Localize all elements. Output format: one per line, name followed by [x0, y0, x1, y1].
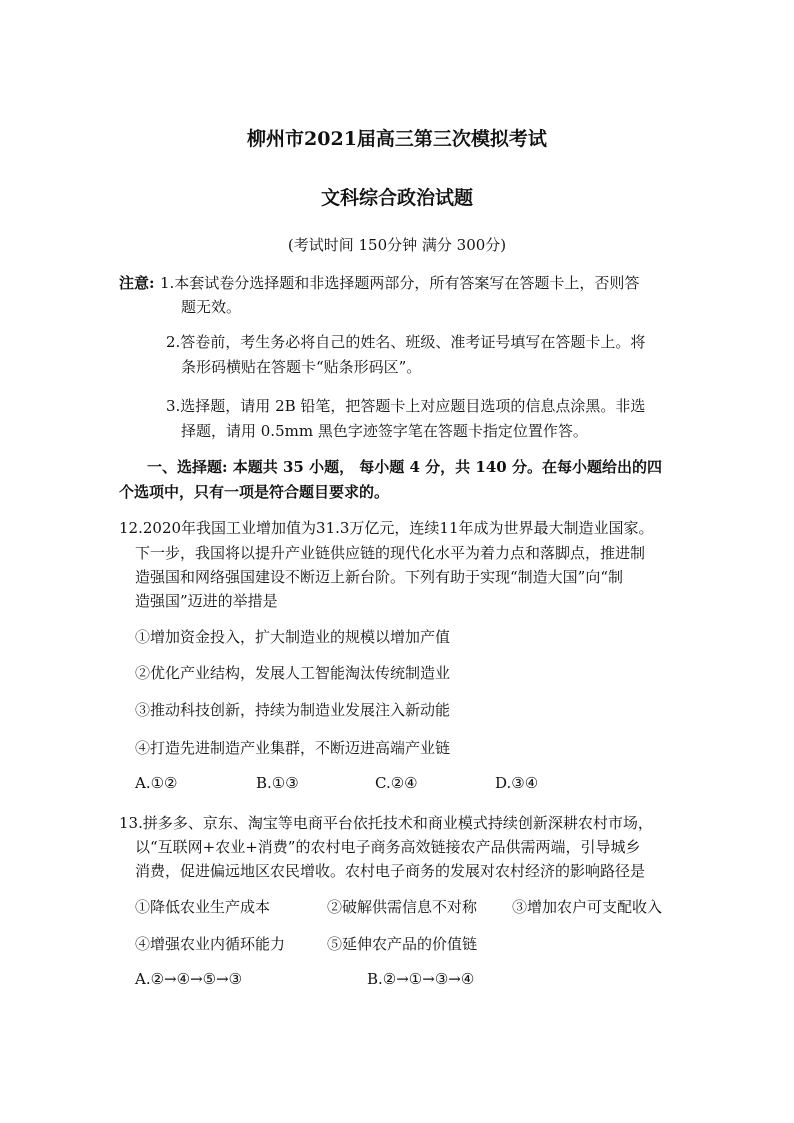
section-header-line-1: 一、选择题: 本题共 35 小题， 每小题 4 分，共 140 分。在每小题给出的四	[147, 458, 662, 476]
question-12-statement: ③推动科技创新，持续为制造业发展注入新动能	[135, 701, 451, 719]
note-item-2-line-1: 2.答卷前，考生务必将自己的姓名、班级、准考证号填写在答题卡上。将	[166, 333, 646, 351]
note-item-1-line-2: 题无效。	[181, 298, 242, 316]
question-12-option-d: D.③④	[495, 774, 539, 792]
note-item-3-line-1: 3.选择题，请用 2B 铅笔，把答题卡上对应题目选项的信息点涂黑。非选	[166, 397, 646, 415]
question-12-statement: ②优化产业结构，发展人工智能淘汰传统制造业	[135, 664, 451, 682]
page-subtitle: 文科综合政治试题	[320, 187, 473, 209]
question-13-statement: ⑤延伸农产品的价值链	[327, 935, 478, 953]
exam-info: (考试时间 150分钟 满分 300分)	[287, 236, 507, 254]
question-12-statement: ①增加资金投入，扩大制造业的规模以增加产值	[135, 628, 451, 646]
question-13-line-2: 以“互联网+农业+消费”的农村电子商务高效链接农产品供需两端，引导城乡	[135, 838, 641, 856]
note-item-3-line-2: 择题，请用 0.5mm 黑色字迹签字笔在答题卡指定位置作答。	[181, 422, 588, 440]
question-12-line-3: 造强国和网络强国建设不断迈上新台阶。下列有助于实现“制造大国”向“制	[135, 568, 624, 586]
section-header-line-2: 个选项中，只有一项是符合题目要求的。	[119, 483, 390, 501]
notes-label: 注意:	[119, 274, 155, 292]
question-13-option-b: B.②→①→③→④	[367, 970, 475, 988]
question-12-option-a: A.①②	[135, 774, 178, 792]
question-13-statement: ①降低农业生产成本	[135, 898, 271, 916]
question-12-line-1: 12.2020年我国工业增加值为31.3万亿元，连续11年成为世界最大制造业国家。	[119, 519, 654, 537]
question-12-line-4: 造强国”迈进的举措是	[135, 592, 278, 610]
question-12-option-b: B.①③	[256, 774, 299, 792]
question-12-option-c: C.②④	[375, 774, 418, 792]
question-13-statement: ④增强农业内循环能力	[135, 935, 286, 953]
note-item-2-line-2: 条形码横贴在答题卡“贴条形码区”。	[181, 358, 422, 376]
question-13-statement: ②破解供需信息不对称	[327, 898, 478, 916]
question-13-option-a: A.②→④→⑤→③	[135, 970, 243, 988]
question-12-statement: ④打造先进制造产业集群，不断迈进高端产业链	[135, 739, 451, 757]
page-title: 柳州市2021届高三第三次模拟考试	[247, 128, 547, 150]
question-13-line-3: 消费，促进偏远地区农民增收。农村电子商务的发展对农村经济的影响路径是	[135, 862, 646, 880]
question-12-line-2: 下一步，我国将以提升产业链供应链的现代化水平为着力点和落脚点，推进制	[135, 544, 646, 562]
question-13-line-1: 13.拼多多、京东、淘宝等电商平台依托技术和商业模式持续创新深耕农村市场，	[119, 814, 653, 832]
note-item-1-line-1: 1.本套试卷分选择题和非选择题两部分，所有答案写在答题卡上，否则答	[160, 274, 640, 292]
question-13-statement: ③增加农户可支配收入	[512, 898, 663, 916]
